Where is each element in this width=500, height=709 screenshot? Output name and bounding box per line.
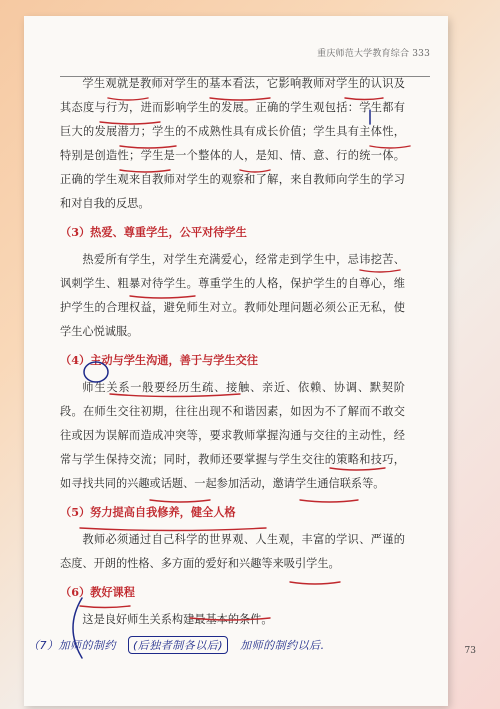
handwritten-note-part-a: （7）加师的制约 <box>28 639 116 652</box>
heading-6: （6）教好课程 <box>60 585 135 599</box>
page-number: 73 <box>464 646 476 656</box>
paragraph-good-course: 这是良好师生关系构建最基本的条件。 <box>82 613 273 626</box>
handwritten-note-part-c: 加师的制约以后. <box>240 639 325 652</box>
paragraph-self-cultivation: 教师必须通过自己科学的世界观、人生观，丰富的学识、严谨的态度、开朗的性格、多方面的爱好和兴趣等来吸引学生。 <box>60 533 405 570</box>
paragraph-love-respect: 热爱所有学生，对学生充满爱心，经常走到学生中，忌讳挖苦、讽刺学生、粗暴对待学生。尊重学生的人格，保护学生的自尊心，维护学生的合理权益，避免师生对立。教师处理问题必须公正无私，使学生心悦诚服。 <box>60 253 405 338</box>
paragraph-student-view: 学生观就是教师对学生的基本看法，它影响教师对学生的认识及其态度与行为，进而影响学生的发展。正确的学生观包括：学生都有巨大的发展潜力；学生的不成熟性具有成长价值；学生具有主体性，特别是创造性；学生是一个整体的人，是知、情、意、行的统一体。正确的学生观来自教师对学生的观察和了解，来自教师向学生的学习和对自我的反思。 <box>60 77 405 210</box>
page-content <box>60 72 405 632</box>
paragraph-communication: 师生关系一般要经历生疏、接触、亲近、依赖、协调、默契阶段。在师生交往初期，往往出现不和谐因素，如因为不了解而不敢交往或因为误解而造成冲突等，要求教师掌握沟通与交往的主动性，经常与学生保持交流；同时，教师还要掌握与学生交往的策略和技巧，如寻找共同的兴趣或话题、一起参加活动，邀请学生通信联系等。 <box>60 381 405 490</box>
heading-3: （3）热爱、尊重学生，公平对待学生 <box>60 225 247 239</box>
heading-5: （5）努力提高自我修养，健全人格 <box>60 505 236 519</box>
heading-4: （4）主动与学生沟通，善于与学生交往 <box>60 353 258 367</box>
running-header: 重庆师范大学教育综合 333 <box>317 49 430 59</box>
handwritten-note <box>28 636 325 654</box>
handwritten-note-part-b: (后独者制各以后) <box>128 636 228 654</box>
